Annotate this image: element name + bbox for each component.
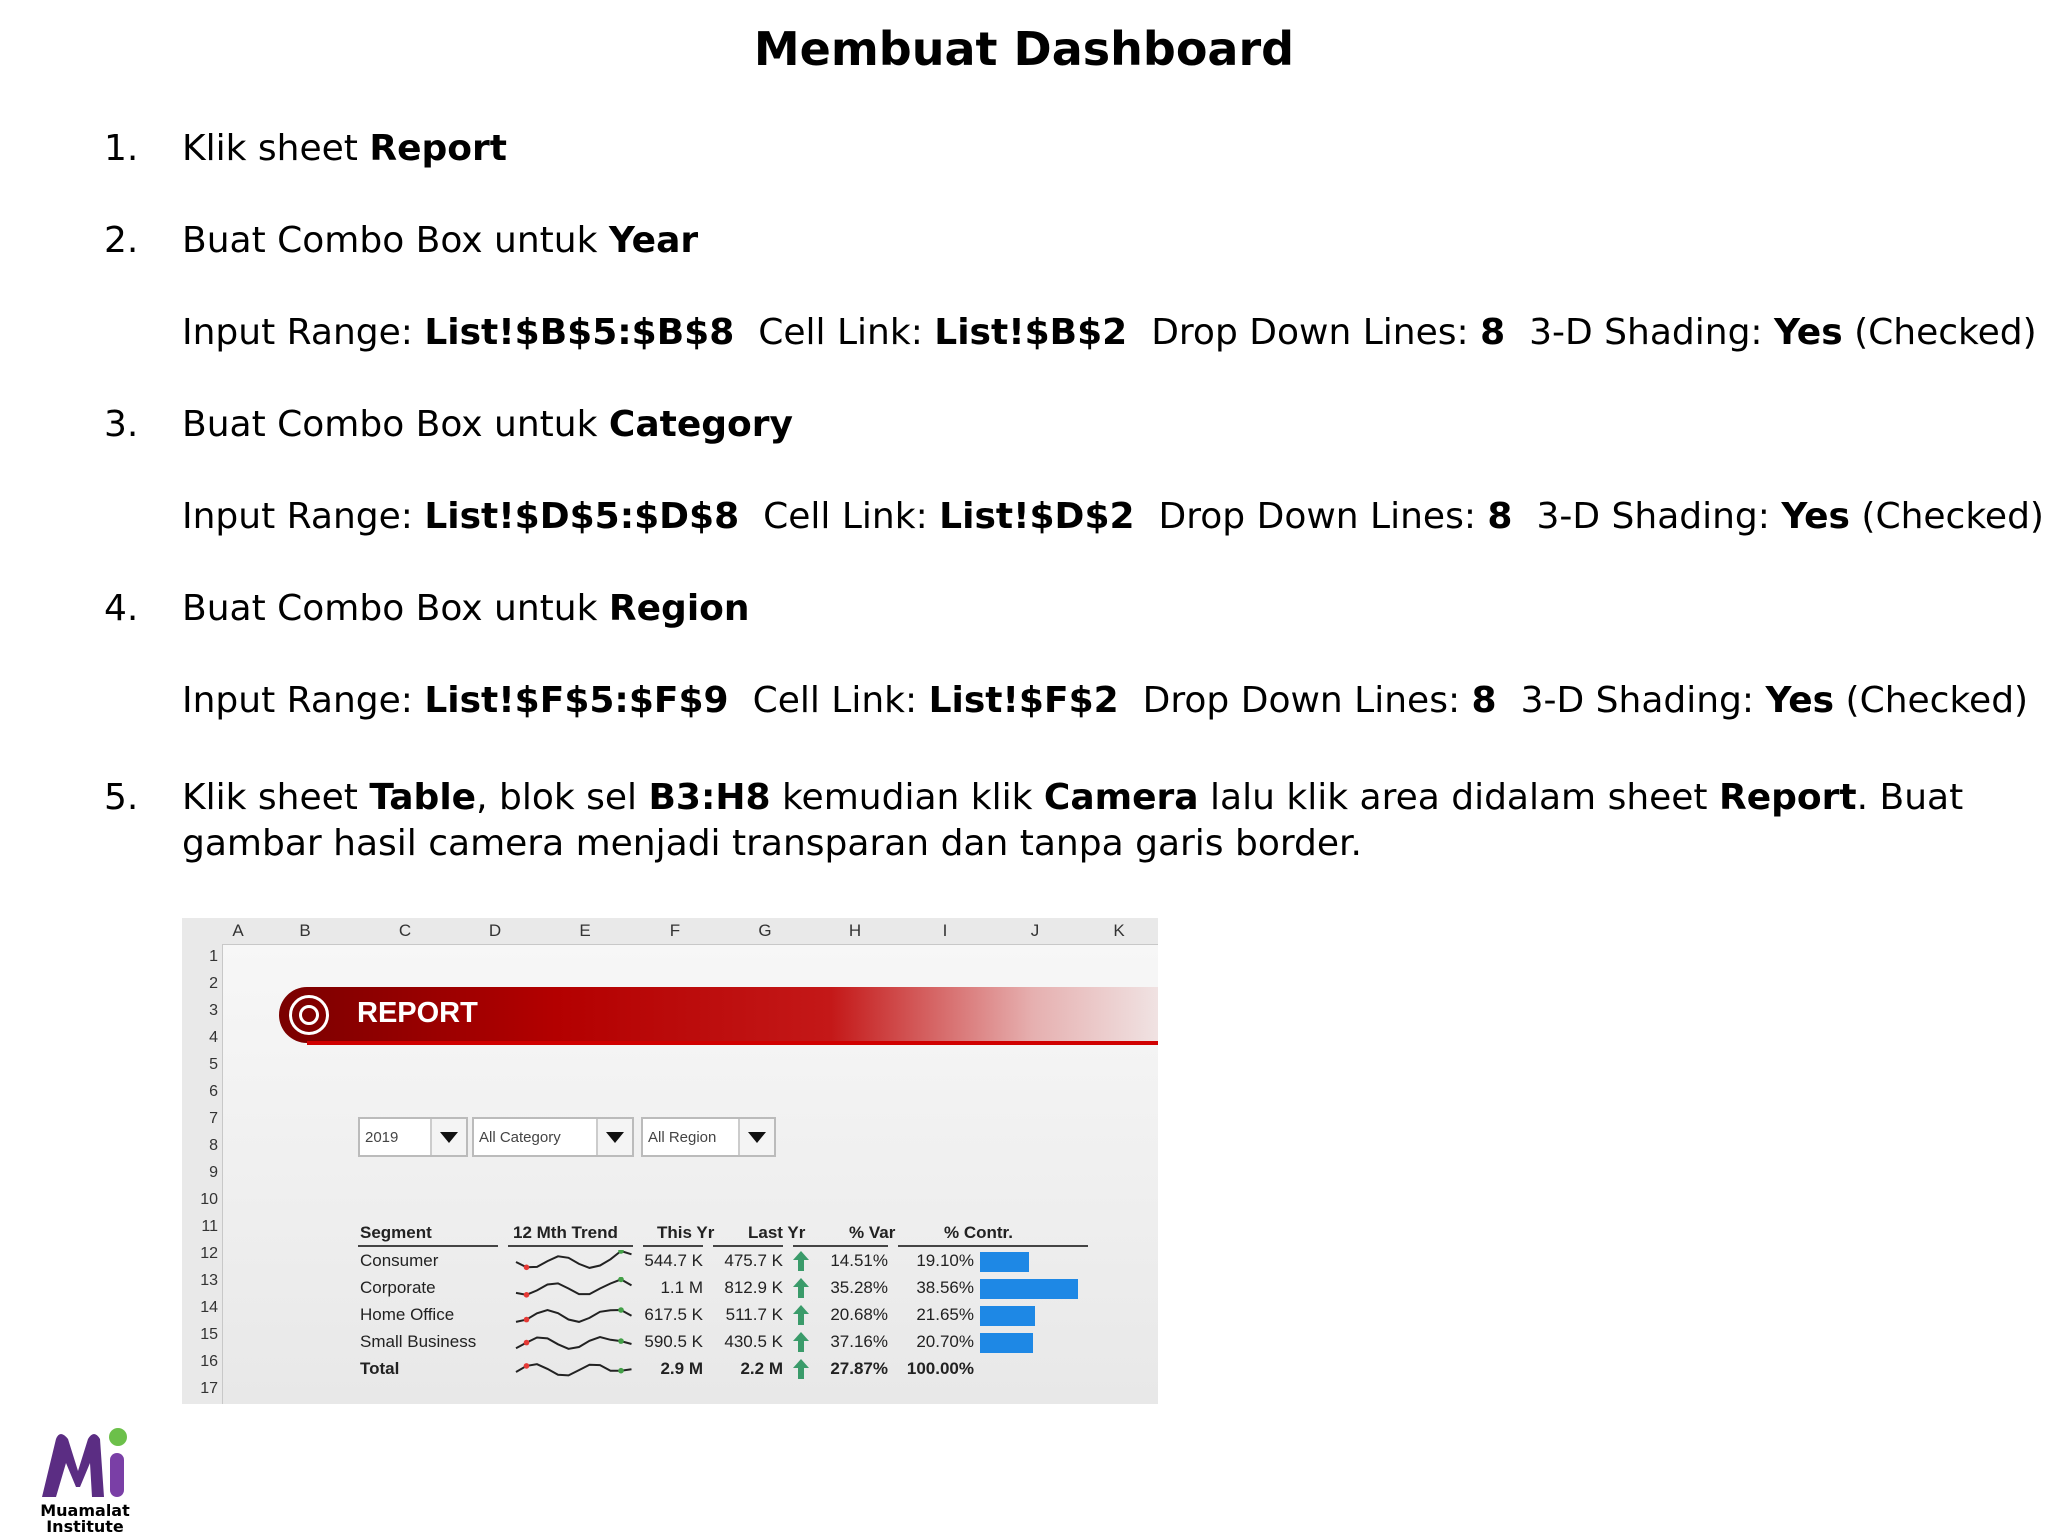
row-number: 9	[209, 1164, 218, 1181]
cell-segment: Consumer	[360, 1251, 439, 1270]
chevron-down-icon[interactable]	[430, 1119, 466, 1155]
cell-segment: Total	[360, 1359, 400, 1378]
row-number: 4	[209, 1029, 218, 1046]
cell-this_yr: 1.1 M	[660, 1278, 703, 1297]
cell-contr: 20.70%	[916, 1332, 974, 1351]
cell-var: 27.87%	[830, 1359, 888, 1378]
cell-contr: 100.00%	[906, 1359, 974, 1378]
cell-this_yr: 590.5 K	[644, 1332, 703, 1351]
step-4: 4. Buat Combo Box untuk Region	[104, 588, 750, 629]
cell-last_yr: 511.7 K	[725, 1305, 783, 1324]
row-number: 17	[200, 1380, 218, 1397]
trend-sparkline	[511, 1358, 641, 1380]
row-number: 10	[200, 1191, 218, 1208]
step-3: 3. Buat Combo Box untuk Category	[104, 404, 793, 445]
header-last-yr: Last Yr	[748, 1223, 806, 1242]
trend-sparkline	[511, 1277, 641, 1299]
row-headers	[182, 944, 223, 1404]
cell-contr: 19.10%	[916, 1251, 974, 1270]
page-title: Membuat Dashboard	[753, 22, 1295, 76]
step-2: 2. Buat Combo Box untuk Year	[104, 220, 699, 261]
cell-contr: 38.56%	[916, 1278, 974, 1297]
contribution-bar	[980, 1306, 1035, 1326]
up-arrow-icon	[793, 1359, 809, 1379]
contribution-bar	[980, 1333, 1033, 1353]
cell-var: 14.51%	[830, 1251, 888, 1270]
cell-var: 20.68%	[830, 1305, 888, 1324]
row-number: 14	[200, 1299, 218, 1316]
cell-last_yr: 812.9 K	[724, 1278, 783, 1297]
header-segment: Segment	[360, 1223, 432, 1242]
cell-last_yr: 475.7 K	[724, 1251, 783, 1270]
chevron-down-icon[interactable]	[596, 1119, 632, 1155]
report-banner	[279, 987, 1158, 1043]
year-combo-box[interactable]: 2019	[358, 1117, 468, 1157]
report-sheet	[223, 945, 1158, 1404]
row-number: 15	[200, 1326, 218, 1343]
up-arrow-icon	[793, 1332, 809, 1352]
step-1: 1. Klik sheet Report	[104, 128, 507, 169]
row-number: 11	[201, 1218, 218, 1235]
header-var: % Var	[849, 1223, 896, 1242]
row-number: 5	[209, 1056, 218, 1073]
mi-logo-icon	[30, 1425, 140, 1501]
header-this-yr: This Yr	[657, 1223, 715, 1242]
header-contr: % Contr.	[944, 1223, 1013, 1242]
row-number: 12	[200, 1245, 218, 1262]
row-number: 13	[200, 1272, 218, 1289]
contribution-bar	[980, 1279, 1078, 1299]
report-title: REPORT	[357, 997, 478, 1029]
category-combo-box[interactable]: All Category	[472, 1117, 634, 1157]
cell-segment: Small Business	[360, 1332, 477, 1351]
step-5: 5. Klik sheet Table, blok sel B3:H8 kemudian klik Camera lalu klik area didalam sheet Report. Buat gambar hasil camera menjadi transparan dan tanpa garis border.	[104, 777, 1964, 864]
step-4-detail: Input Range: List!$F$5:$F$9 Cell Link: List!$F$2 Drop Down Lines: 8 3-D Shading: Yes (Checked)	[182, 680, 2029, 721]
cell-contr: 21.65%	[916, 1305, 974, 1324]
cell-last_yr: 2.2 M	[740, 1359, 783, 1378]
row-number: 2	[209, 975, 218, 992]
step-3-detail: Input Range: List!$D$5:$D$8 Cell Link: List!$D$2 Drop Down Lines: 8 3-D Shading: Yes (Checked)	[182, 496, 2044, 537]
cell-segment: Home Office	[360, 1305, 455, 1324]
row-number: 1	[209, 948, 218, 965]
target-icon	[289, 995, 329, 1035]
step-2-detail: Input Range: List!$B$5:$B$8 Cell Link: List!$B$2 Drop Down Lines: 8 3-D Shading: Yes (Checked)	[182, 312, 2037, 353]
cell-var: 37.16%	[830, 1332, 888, 1351]
region-combo-box[interactable]: All Region	[641, 1117, 776, 1157]
trend-sparkline	[511, 1250, 641, 1272]
row-number: 8	[209, 1137, 218, 1154]
cell-this_yr: 544.7 K	[644, 1251, 703, 1270]
up-arrow-icon	[793, 1305, 809, 1325]
chevron-down-icon[interactable]	[738, 1119, 774, 1155]
up-arrow-icon	[793, 1251, 809, 1271]
up-arrow-icon	[793, 1278, 809, 1298]
banner-underline	[307, 1041, 1158, 1045]
trend-sparkline	[511, 1331, 641, 1353]
row-number: 6	[209, 1083, 218, 1100]
row-number: 7	[209, 1110, 218, 1127]
contribution-bar	[980, 1252, 1029, 1272]
cell-var: 35.28%	[830, 1278, 888, 1297]
trend-sparkline	[511, 1304, 641, 1326]
excel-report-screenshot	[182, 918, 1158, 1404]
cell-this_yr: 617.5 K	[644, 1305, 703, 1324]
cell-this_yr: 2.9 M	[660, 1359, 703, 1378]
column-headers: A B C D E F G H I J K	[182, 918, 1158, 945]
muamalat-institute-logo: Muamalat Institute	[30, 1425, 140, 1535]
header-trend: 12 Mth Trend	[513, 1223, 618, 1242]
cell-segment: Corporate	[360, 1278, 436, 1297]
row-number: 16	[200, 1353, 218, 1370]
row-number: 3	[209, 1002, 218, 1019]
cell-last_yr: 430.5 K	[724, 1332, 783, 1351]
